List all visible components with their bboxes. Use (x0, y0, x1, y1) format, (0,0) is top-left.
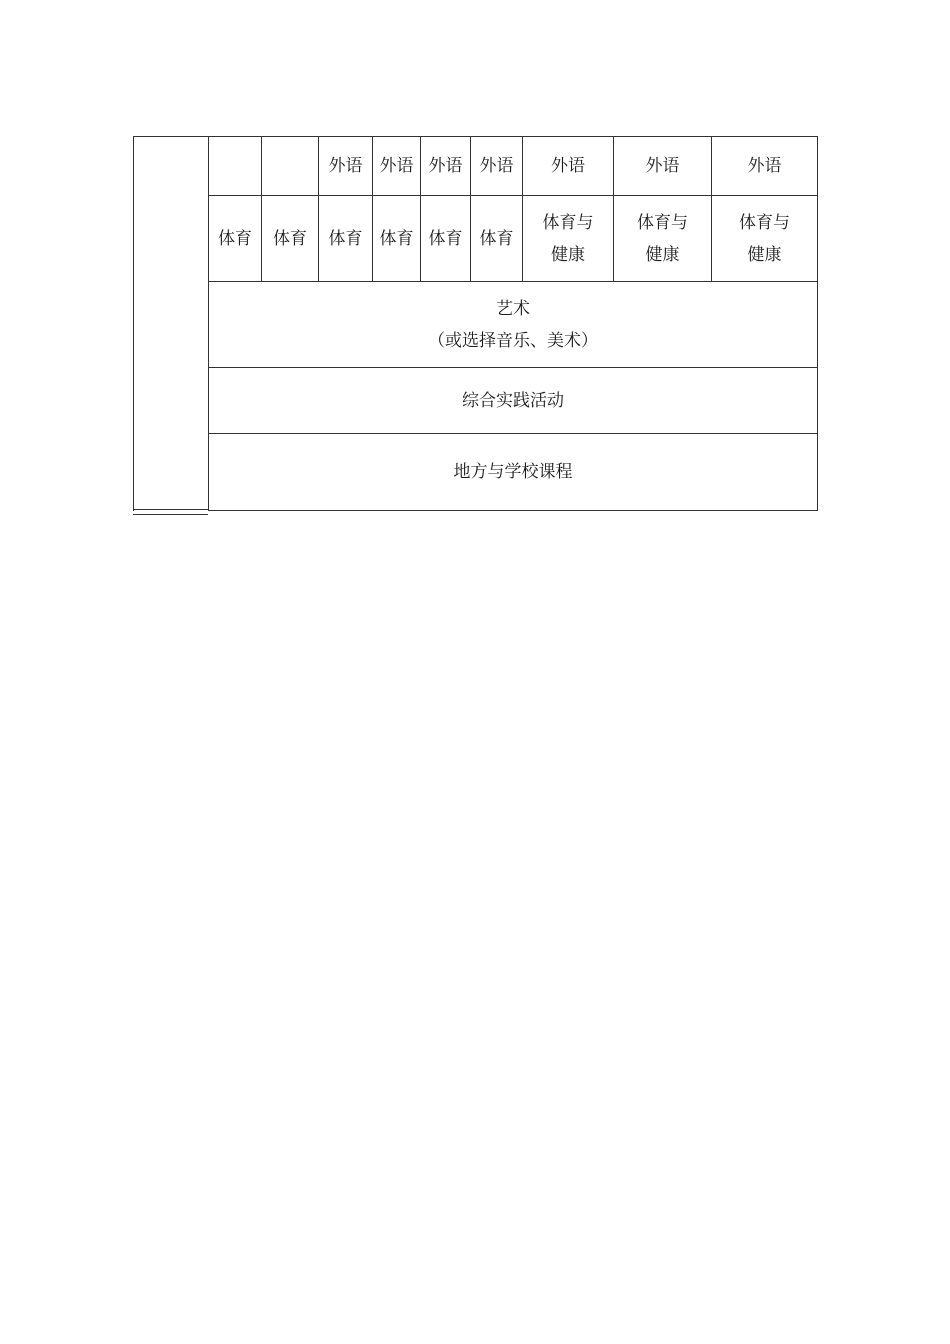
cell-line: 体育与 (739, 212, 790, 233)
cell-line: 体育 (428, 228, 463, 249)
cell-line: 体育 (218, 228, 252, 249)
table-cell (421, 196, 471, 282)
table-row-practice (134, 368, 818, 434)
table-row-pe (134, 196, 818, 282)
table-row-foreign-language (134, 137, 818, 196)
table-cell: 外语 (712, 137, 818, 196)
table-cell (523, 196, 614, 282)
table-cell (614, 196, 712, 282)
table-cell: 外语 (523, 137, 614, 196)
cell-line: 体育 (273, 228, 307, 249)
table-cell (319, 196, 373, 282)
table-cell (712, 196, 818, 282)
arts-title: 艺术 (496, 298, 530, 319)
table-cell (262, 137, 319, 196)
table-row-arts (134, 282, 818, 368)
arts-cell (209, 282, 818, 368)
table-row-local-school (134, 434, 818, 511)
table-cell: 外语 (319, 137, 373, 196)
cell-line: 体育与 (542, 212, 594, 233)
cell-line: 体育 (479, 228, 514, 249)
table-cell: 外语 (614, 137, 712, 196)
local-school-cell: 地方与学校课程 (209, 434, 818, 511)
cell-line: 健康 (551, 244, 585, 265)
left-column-bottom-border (133, 509, 208, 515)
cell-line: 健康 (645, 244, 680, 265)
curriculum-table (133, 136, 818, 511)
table-cell: 外语 (421, 137, 471, 196)
left-category-cell (134, 137, 209, 511)
table-cell (373, 196, 421, 282)
table-cell (209, 196, 262, 282)
table-cell (471, 196, 523, 282)
cell-line: 健康 (747, 244, 782, 265)
table-cell (262, 196, 319, 282)
cell-line: 体育 (379, 228, 414, 249)
table-cell: 外语 (373, 137, 421, 196)
table-cell (209, 137, 262, 196)
cell-line: 体育 (328, 228, 363, 249)
table-cell: 外语 (471, 137, 523, 196)
arts-note: （或选择音乐、美术） (428, 330, 598, 351)
cell-line: 体育与 (637, 212, 688, 233)
practice-cell: 综合实践活动 (209, 368, 818, 434)
